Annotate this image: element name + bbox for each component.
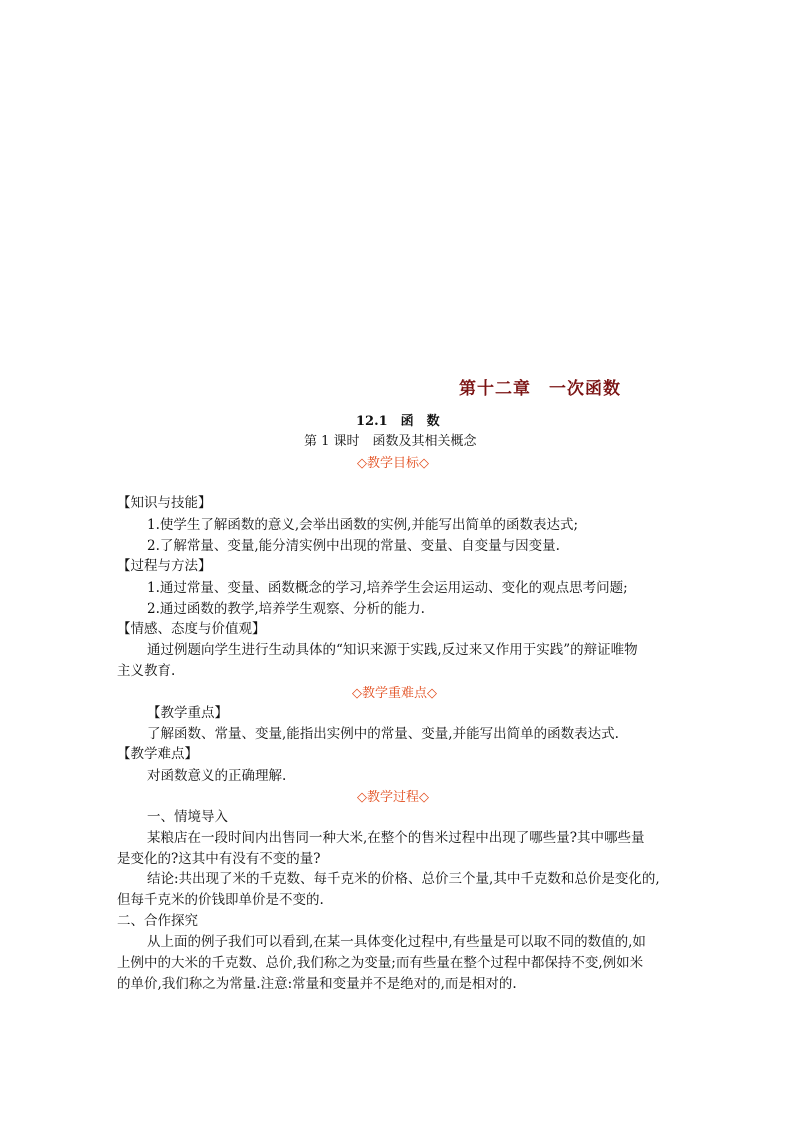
process-item-1: 1.通过常量、变量、函数概念的学习,培养学生会运用运动、变化的观点思考问题; xyxy=(147,580,628,596)
part2-line-3: 的单价,我们称之为常量.注意:常量和变量并不是绝对的,而是相对的. xyxy=(117,976,517,992)
key-header: 【教学重点】 xyxy=(147,705,228,721)
difficulty-header: 【教学难点】 xyxy=(117,746,198,762)
conclusion-line-2: 但每千克米的价钱即单价是不变的. xyxy=(117,892,324,908)
conclusion-line-1: 结论:共出现了米的千克数、每千克米的价格、总价三个量,其中千克数和总价是变化的, xyxy=(147,871,660,887)
part1-title: 一、情境导入 xyxy=(147,809,228,825)
key-difficulty-header: ◇教学重难点◇ xyxy=(352,686,437,701)
attitude-line-2: 主义教育. xyxy=(117,663,176,679)
attitude-header: 【情感、态度与价值观】 xyxy=(117,621,266,637)
part2-line-1: 从上面的例子我们可以看到,在某一具体变化过程中,有些量是可以取不同的数值的,如 xyxy=(147,934,646,950)
attitude-line-1: 通过例题向学生进行生动具体的“知识来源于实践,反过来又作用于实践”的辩证唯物 xyxy=(147,642,638,658)
chapter-title: 第十二章 一次函数 xyxy=(459,379,621,399)
knowledge-item-1: 1.使学生了解函数的意义,会举出函数的实例,并能写出简单的函数表达式; xyxy=(147,517,579,533)
section-title: 12.1 函 数 xyxy=(356,414,440,429)
knowledge-item-2: 2.了解常量、变量,能分清实例中出现的常量、变量、自变量与因变量. xyxy=(147,538,560,554)
process-item-2: 2.通过函数的教学,培养学生观察、分析的能力. xyxy=(147,601,425,617)
key-text: 了解函数、常量、变量,能指出实例中的常量、变量,并能写出简单的函数表达式. xyxy=(147,726,619,742)
process-header: 【过程与方法】 xyxy=(117,558,212,574)
difficulty-text: 对函数意义的正确理解. xyxy=(147,768,287,784)
lesson-title: 第 1 课时 函数及其相关概念 xyxy=(304,434,477,449)
part2-line-2: 上例中的大米的千克数、总价,我们称之为变量;而有些量在整个过程中都保持不变,例如米 xyxy=(117,955,644,971)
part1-line-2: 是变化的?这其中有没有不变的量? xyxy=(117,851,321,867)
teaching-process-header: ◇教学过程◇ xyxy=(357,790,429,805)
part2-title: 二、合作探究 xyxy=(117,913,198,929)
knowledge-header: 【知识与技能】 xyxy=(117,495,212,511)
goals-header: ◇教学目标◇ xyxy=(357,456,429,471)
part1-line-1: 某粮店在一段时间内出售同一种大米,在整个的售米过程中出现了哪些量?其中哪些量 xyxy=(147,830,645,846)
